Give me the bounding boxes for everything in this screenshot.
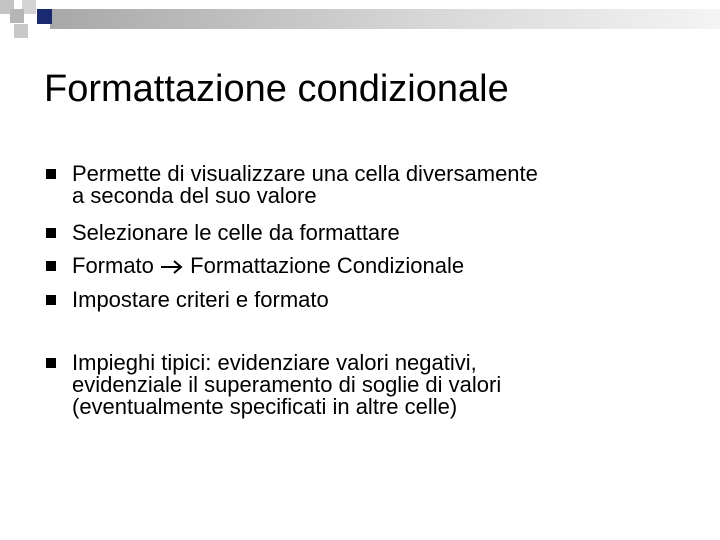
square-bullet-icon (46, 358, 56, 368)
header-decoration (0, 0, 720, 60)
bullet-text: Impieghi tipici: evidenziare valori negativi, evidenziale il superamento di soglie di valori (eventualmente specificati in altre celle) (72, 350, 502, 419)
square-bullet-icon (46, 169, 56, 179)
square-bullet-icon (46, 228, 56, 238)
deco-square (37, 9, 52, 24)
deco-square (22, 0, 36, 14)
square-bullet-icon (46, 261, 56, 271)
bullet-text: Permette di visualizzare una cella diversamente a seconda del suo valore (72, 161, 538, 208)
arrow-right-icon (160, 260, 184, 274)
menu-path-end: Formattazione Condizionale (184, 253, 465, 278)
deco-square (10, 9, 24, 23)
bullet-text (72, 255, 712, 277)
square-bullet-icon (46, 295, 56, 305)
deco-square (14, 24, 28, 38)
menu-path-start: Formato (72, 253, 161, 278)
gradient-band (50, 9, 720, 29)
bullet-text: Selezionare le celle da formattare (72, 220, 400, 245)
slide-title: Formattazione condizionale (44, 68, 509, 110)
bullet-text: Impostare criteri e formato (72, 287, 329, 312)
